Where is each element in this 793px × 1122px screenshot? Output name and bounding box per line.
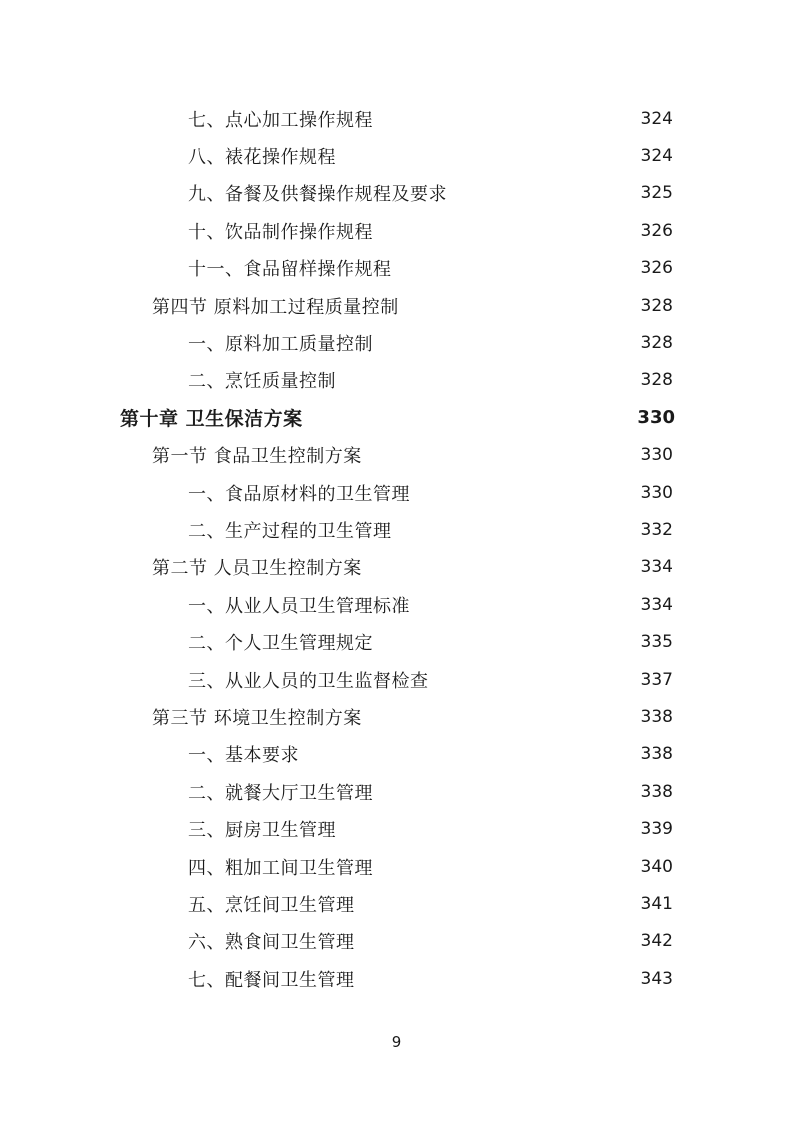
toc-entry-page: 325 <box>640 183 673 204</box>
toc-entry-page: 334 <box>640 594 673 615</box>
dot-leader <box>366 558 623 576</box>
toc-entry-page: 343 <box>640 968 673 989</box>
toc-entry-item[interactable] <box>0 511 793 548</box>
toc-entry-page: 324 <box>640 108 673 129</box>
toc-entry-title: 一、食品原材料的卫生管理 <box>188 483 410 505</box>
toc-entry-title: 二、烹饪质量控制 <box>188 371 336 393</box>
dot-leader <box>340 371 623 389</box>
toc-entry-page: 338 <box>640 744 673 765</box>
toc-entry-page: 326 <box>640 258 673 279</box>
toc-entry-item[interactable] <box>0 773 793 810</box>
toc-entry-section[interactable] <box>0 549 793 586</box>
dot-leader <box>377 858 623 876</box>
dot-leader <box>414 596 623 614</box>
dot-leader <box>414 484 623 502</box>
toc-entry-section[interactable] <box>0 698 793 735</box>
toc-entry-page: 330 <box>640 445 673 466</box>
toc-entry-page: 335 <box>640 632 673 653</box>
toc-entry-page: 328 <box>640 333 673 354</box>
dot-leader <box>359 932 624 950</box>
toc-entry-title: 二、生产过程的卫生管理 <box>188 520 392 542</box>
toc-entry-page: 334 <box>640 557 673 578</box>
toc-entry-item[interactable] <box>0 100 793 137</box>
toc-entry-item[interactable] <box>0 960 793 997</box>
dot-leader <box>377 110 623 128</box>
toc-entry-page: 328 <box>640 295 673 316</box>
toc-entry-page: 338 <box>640 781 673 802</box>
toc-entry-item[interactable] <box>0 324 793 361</box>
toc-entry-title: 一、原料加工质量控制 <box>188 334 373 356</box>
toc-entry-item[interactable] <box>0 848 793 885</box>
toc-entry-title: 六、熟食间卫生管理 <box>188 932 355 954</box>
toc-entry-item[interactable] <box>0 661 793 698</box>
dot-leader <box>451 184 623 202</box>
toc-entry-page: 338 <box>640 706 673 727</box>
toc-entry-page: 339 <box>640 819 673 840</box>
toc-entry-item[interactable] <box>0 810 793 847</box>
toc-entry-item[interactable] <box>0 212 793 249</box>
toc-entry-page: 326 <box>640 220 673 241</box>
toc-entry-item[interactable] <box>0 137 793 174</box>
dot-leader <box>359 970 624 988</box>
dot-leader <box>433 671 624 689</box>
toc-entry-item[interactable] <box>0 175 793 212</box>
dot-leader <box>303 745 623 763</box>
toc-entry-title: 九、备餐及供餐操作规程及要求 <box>188 184 447 206</box>
dot-leader <box>366 708 623 726</box>
toc-entry-title: 四、粗加工间卫生管理 <box>188 857 373 879</box>
toc-entry-item[interactable] <box>0 736 793 773</box>
dot-leader <box>359 895 624 913</box>
dot-leader <box>377 633 623 651</box>
toc-entry-title: 八、裱花操作规程 <box>188 147 336 169</box>
toc-entry-title: 十一、食品留样操作规程 <box>188 259 392 281</box>
toc-entry-chapter[interactable] <box>0 399 793 436</box>
dot-leader <box>396 259 624 277</box>
dot-leader <box>377 334 623 352</box>
toc-entry-page: 330 <box>640 482 673 503</box>
toc-entry-title: 十、饮品制作操作规程 <box>188 221 373 243</box>
dot-leader <box>340 820 623 838</box>
toc-entry-title: 第二节 人员卫生控制方案 <box>152 558 362 580</box>
table-of-contents <box>0 100 793 997</box>
toc-entry-title: 二、就餐大厅卫生管理 <box>188 782 373 804</box>
toc-entry-page: 332 <box>640 519 673 540</box>
toc-entry-item[interactable] <box>0 923 793 960</box>
toc-entry-title: 二、个人卫生管理规定 <box>188 633 373 655</box>
dot-leader <box>307 409 625 427</box>
toc-entry-title: 七、点心加工操作规程 <box>188 109 373 131</box>
toc-entry-title: 第四节 原料加工过程质量控制 <box>152 296 399 318</box>
toc-entry-item[interactable] <box>0 885 793 922</box>
toc-entry-title: 三、从业人员的卫生监督检查 <box>188 670 429 692</box>
dot-leader <box>340 147 623 165</box>
toc-entry-item[interactable] <box>0 474 793 511</box>
dot-leader <box>366 446 623 464</box>
toc-entry-page: 330 <box>637 407 675 429</box>
toc-entry-page: 328 <box>640 370 673 391</box>
toc-entry-page: 341 <box>640 893 673 914</box>
toc-entry-item[interactable] <box>0 586 793 623</box>
toc-entry-page: 324 <box>640 146 673 167</box>
toc-entry-title: 一、从业人员卫生管理标准 <box>188 595 410 617</box>
toc-entry-title: 第三节 环境卫生控制方案 <box>152 707 362 729</box>
toc-entry-title: 一、基本要求 <box>188 745 299 767</box>
toc-entry-title: 七、配餐间卫生管理 <box>188 969 355 991</box>
toc-entry-item[interactable] <box>0 250 793 287</box>
toc-entry-section[interactable] <box>0 437 793 474</box>
dot-leader <box>396 521 624 539</box>
page-number: 9 <box>391 1033 402 1051</box>
dot-leader <box>377 783 623 801</box>
toc-entry-item[interactable] <box>0 362 793 399</box>
toc-entry-item[interactable] <box>0 623 793 660</box>
toc-entry-title: 第一节 食品卫生控制方案 <box>152 446 362 468</box>
dot-leader <box>377 222 623 240</box>
toc-entry-page: 342 <box>640 931 673 952</box>
toc-entry-title: 五、烹饪间卫生管理 <box>188 894 355 916</box>
toc-entry-page: 340 <box>640 856 673 877</box>
toc-entry-section[interactable] <box>0 287 793 324</box>
toc-entry-page: 337 <box>640 669 673 690</box>
dot-leader <box>403 297 623 315</box>
toc-entry-title: 三、厨房卫生管理 <box>188 820 336 842</box>
toc-entry-title: 第十章 卫生保洁方案 <box>120 408 303 431</box>
